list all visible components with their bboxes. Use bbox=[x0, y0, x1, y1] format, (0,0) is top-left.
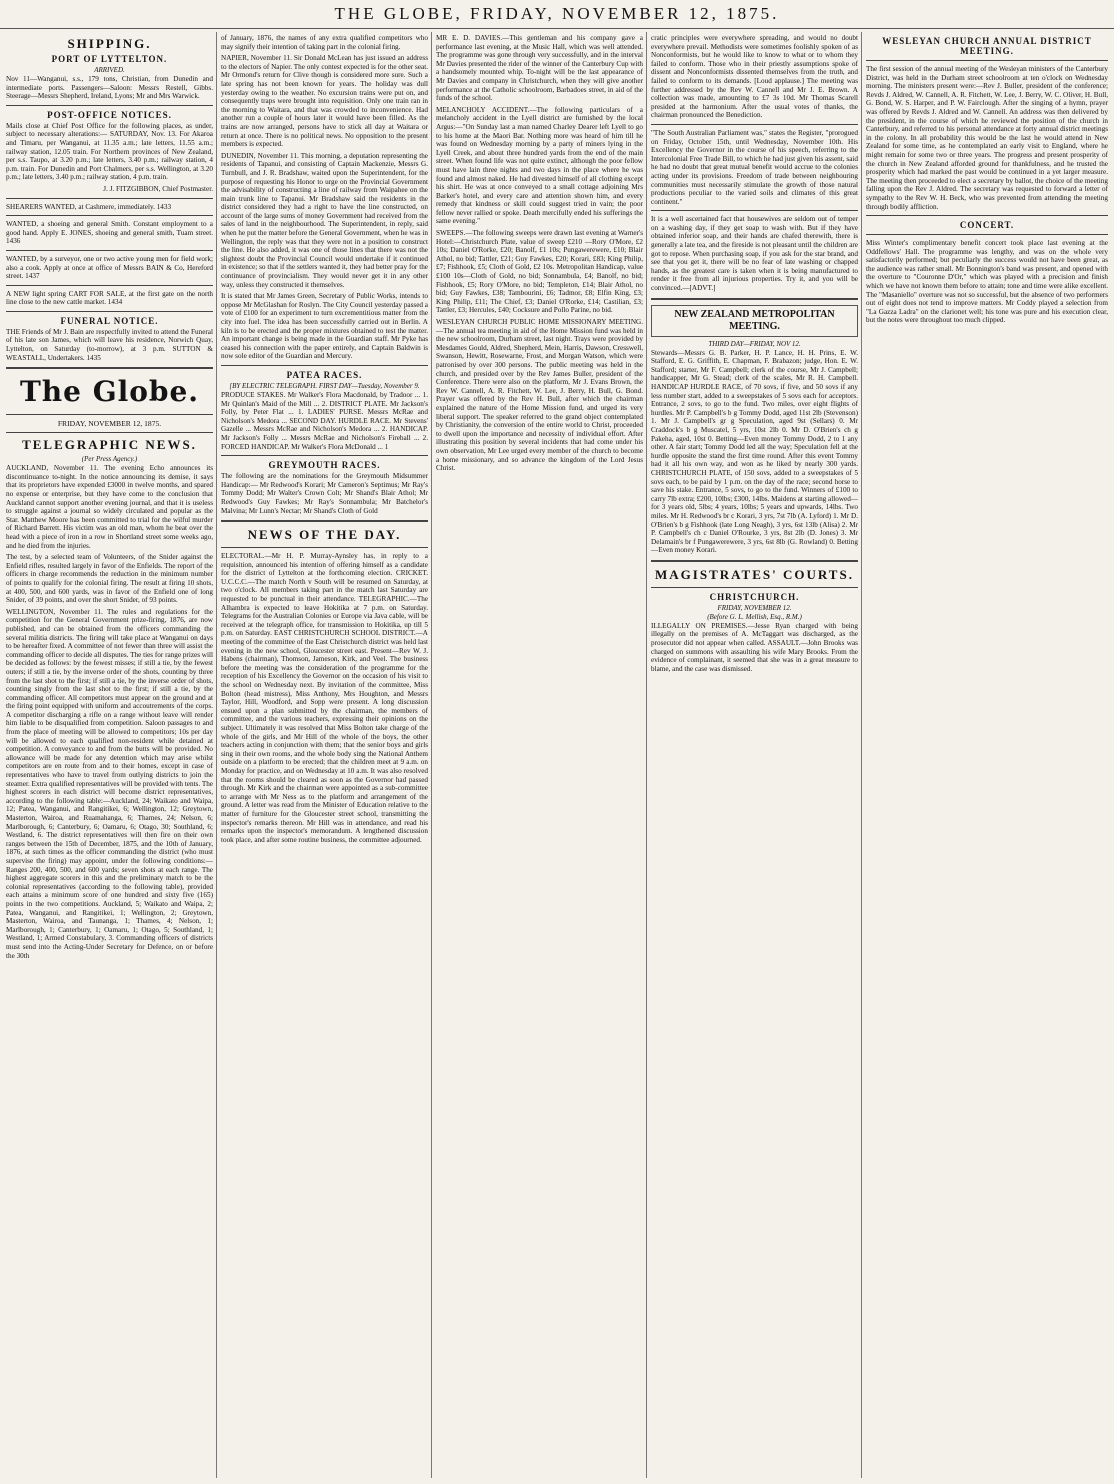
tele-rifle-test: The test, by a selected team of Volunteers, of the Snider against the Enfield rifles, resulted largely in favor of the Enfields. The report of the officers in charge recommends the reduction in the minimum number of points to qualify for the colonial firing. The result at firing 10 shots, at 400, 500, and 600 yards, was in favor of the Enfield one of long Snider, of 39 points, and over the short Snider, of 93 points. bbox=[6, 553, 213, 605]
methodist-text: cratic principles were everywhere spreading, and would no doubt everywhere prevail. Methodists were sometimes foolishly spoken of as Nonconformists, but he would like to know to what or to whom they failed to conform. Those who in their priestly assumptions spoke of dissent and Nonconformists dissented themselves from the truth, and failed to conform to its demands. [Loud applause.] The meeting was further addressed by the Rev W. Cannell and Mr J. E. Brown. A collection was made, amounting to £7 3s 10d. Mr Thomas Scarell presided at the harmonium. After the usual votes of thanks, the chairman pronounced the Benediction. bbox=[651, 34, 858, 120]
christchurch-heading: CHRISTCHURCH. bbox=[709, 591, 800, 602]
concert-heading: CONCERT. bbox=[959, 220, 1015, 231]
patea-results: PRODUCE STAKES. Mr Walker's Flora Macdonald, by Tradoor ... 1. Mr Quinlan's Maid of the Mill ... 2. DISTRICT PLATE. Mr Jackson's Folly, by Peter Flat ... 1. LADIES' PURSE. Messrs McRae and Nicholson's Medora ... SECOND DAY. HURDLE RACE. Mr Stevens' Gazelle ... Messrs McRae and Nicholson's Medora ... 2. HANDICAP. Mr Jackson's Folly ... Messrs McRae and Nicholson's Fireball ... 2. FORCED HANDICAP. Mr Walker's Flora McDonald ... 1 bbox=[221, 390, 428, 451]
tele-dunedin: DUNEDIN, November 11. This morning, a deputation representing the residents of Tapanui, and consisting of Captain Mackenzie, Messrs G. Turnbull, and J. R. Bradshaw, waited upon the Superintendent, for the purpose of requesting his Honor to urge on the Provincial Government the advisability of constructing a line of railway from Waipahee on the main trunk line to Tapanui. Mr Bradshaw said the residents in the district considered they had a right to have the line constructed, on account of the large sums of money Government had received from the sales of land in the neighbourhood. The Superintendent, in reply, said when he put the matter before the General Government, when he was in Wellington, the reply was that they were not in a position to construct the line. He also added, it was one of those lines that there was not the slightest doubt the Provincial Council would undertake if it continued in existence; so that if the settlers wanted it, they had better pray for the continuance of provincialism. They would never get it in any other way, unless they constructed it themselves. bbox=[221, 151, 428, 289]
divider bbox=[6, 311, 213, 312]
date-line: FRIDAY, NOVEMBER 12, 1875. bbox=[57, 419, 162, 429]
arrived-text: Nov 11—Wanganui, s.s., 179 tons, Christian, from Dunedin and intermediate ports. Passengers—Saloon: Messrs Restell, Gibbs. Steerage—Messrs Shepherd, Ireland, Lyons; Mr and Mrs Warwick. bbox=[6, 75, 213, 101]
shipping-heading: SHIPPING. bbox=[67, 36, 152, 51]
patea-heading: PATEA RACES. bbox=[286, 369, 363, 380]
greymouth-nominations: The following are the nominations for the Greymouth Midsummer Handicap:— Mr Redwood's Korari; Mr Cameron's Septimus; Mr Ray's Tommy Dodd; Mr Walter's Crown Colt; Mr Shand's Blair Athol; Mr Redwood's Guy Fawkes; Mr Ray's Sonnambula; Mr Batchelor's Malvina; Mr Lunn's Nectar; Mr Shand's Cloth of Gold bbox=[221, 472, 428, 515]
soap-advert: It is a well ascertained fact that housewives are seldom out of temper on a washing day, if they get soap to wash with. But if they have obtained inferior soap, and their hands are chafed therewith, there is generally a late tea, and the fireside is not pleasant until the children are got to repose. When purchasing soap, if you ask for the star brand, and see that you get it, there will be no fear of late washing or chapped hands, as the greatest care is taken when it is being manufactured to render it free from all injurious properties. Try it, and you will be convinced.—[ADVT.] bbox=[651, 215, 858, 293]
ad-smith: WANTED, a shoeing and general Smith. Constant employment to a good hand. Apply E. JONES, shoeing and general smith, Tuam street. 1436 bbox=[6, 220, 213, 246]
third-day-heading: THIRD DAY—FRIDAY, NOV 12. bbox=[708, 339, 801, 348]
concert-text: Miss Winter's complimentary benefit concert took place last evening at the Oddfellows' Hall. The programme was lengthy, and was on the whole very satisfactorily performed; but peculiarly the success would not have been great, as the audience was rather small. Mr Bonnington's band was present, and opened with the overture to "Couronne D'Or," which was played with a precision and finish which we have not known them before to attain; tone and time were alike excellent. The "Masaniello" overture was not so successful, but the absence of two performers out of eight does not tend to improve matters. Mr Coddy played a selection from "La Gazza Ladra" on the clarionet well; his tone was pure and his execution clear, but the notes were throughout too much clipped. bbox=[866, 239, 1108, 325]
sa-parliament-text: "The South Australian Parliament was," states the Register, "prorogued on Friday, October 15th, until Wednesday, November 10th. His Excellency the Governor in the course of his speech, referring to the Intercolonial Free Trade Bill, to which he had just given his assent, said he had no doubt that great mutual benefit would accrue to the colonies acting under its provisions. Freedom of trade between neighbouring communities must necessarily stimulate the growth of those natural productions peculiar to the varied soils and climates of this great continent." bbox=[651, 128, 858, 206]
telegraphic-heading: TELEGRAPHIC NEWS. bbox=[22, 437, 197, 453]
tele-wellington: WELLINGTON, November 11. The rules and regulations for the competition for the General Government prize-firing, 1876, are now published, and can be obtained from the officers commanding the several militia districts. The firing will take place at Wanganui on days to be hereafter fixed. A committee of not fewer than three will assist the commanding officer to decide all disputes. The ties for range prizes will be decided as follows: by the fewest misses; if still a tie, by the fewest outers; if still a tie, by the inverse order of the shots, counting by three from the last shot to the first; if still a tie, by the inverse order of shots, counting singly from the last shot to the first; if still a tie, by the commanding officer. All competitors must appear on the ground and at the firing point equipped with uniform and accoutrements of the corps. A competitor discharging a rifle on a range without leave will render him liable to be disqualified from competition. Saloon passages to and from the place of meeting will be allowed to competitors; 10s per day will be allowed to each qualified non-resident while detained at competition. A conveyance to and from the butts will be provided. No allowance will be made for any detention which may arise whilst competitors are en route from and to their homes, except in case of representatives who have to travel from outlying districts to join the steamer. Extra qualified representatives will be provided with tents. The highest scorers in each district will become district representatives, according to the following table:—Auckland, 24; Waikato and Waipa, 12; Patea, Wanganui, and Rangitikei, 6; Wellington, 12; Greytown, Masterton, Wairoa, and Ruamahanga, 6; Thames, 24; Nelson, 6; Marlborough, 6; Canterbury, 6; Oamaru, 6; Otago, 30; Southland, 6; Westland, 6. The district representatives will then fire on their own ranges between the 15th of December, 1875, and the 10th of January, 1876, at such times as the officer commanding the district (who must supervise the firing) may appoint, under the following conditions:—Ranges 200, 400, 500, and 600 yards; seven shots at each range. The highest aggregate scorers in this and the preliminary match to be the colonial representatives (according to the following table), provided each attains a minimum score of one hundred and sixty five (165) points in the two competitions. Auckland, 5; Waikato and Waipa, 2; Patea, Wanganui, and Rangitikei, 1; Wellington, 2; Greytown, Masterton, Wairoa, and Taunanga, 1; Thames, 4; Nelson, 1; Marlborough, 1; Canterbury, 1; Oamaru, 1; Otago, 5; Southland, 1; Westland, 1; Armed Constabulary, 3. Commanding officers of districts must send into the Acting-Under Secretary for Defence, on or before the 30th bbox=[6, 607, 213, 960]
column-rule bbox=[431, 32, 432, 1478]
port-heading: PORT OF LYTTELTON. bbox=[51, 54, 168, 64]
ad-shearers: SHEARERS WANTED, at Cashmere, immediately. 1433 bbox=[6, 202, 172, 211]
divider bbox=[6, 432, 213, 433]
press-agency-note: (Per Press Agency.) bbox=[81, 455, 138, 464]
wesleyan-annual-text: The first session of the annual meeting of the Wesleyan ministers of the Canterbury District, was held in the Durham street schoolroom at ten o'clock on Wednesday morning. The ministers present were:—Rev J. Buller, president of the conference; Revds J. Aldred, W. Cannell, A. R. Fitchett, W. Lee, J. Berry, W. C. Oliver, H. Bull, G. Bond, W. S. Harper, and P. W. Fairclough. After the singing of a hymn, prayer was offered by Revds J. Aldred and W. Cannell. An address was then delivered by the president, in the course of which he reviewed the position of the church in Canterbury, and referred to his personal attendance at forty annual district meetings in the colony. In all probability this would be the last he would attend in New Zealand for some time, as he contemplated an early visit to England, where he might remain for some two or three years. The progress and present prosperity of the church in New Zealand afforded ground for thankfulness, and he trusted the prosperity which had marked the past would be continued in a yet larger measure. The meeting then proceeded to elect a secretary by ballot, the choice of the meeting falling upon the Rev J. Aldred. The secretary was requested to forward a letter of sympathy to the Rev W. H. Beck, who was prevented from attending the meeting through bodily affliction. bbox=[866, 65, 1108, 211]
court-magistrate: (Before G. L. Mellish, Esq., R.M.) bbox=[707, 612, 802, 621]
divider bbox=[221, 365, 428, 366]
globe-nameplate: The Globe. bbox=[19, 375, 200, 409]
wesleyan-home-mission-text: WESLEYAN CHURCH PUBLIC HOME MISSIONARY MEETING.—The annual tea meeting in aid of the Home Mission fund was held in the new schoolroom, Durham street, last night. Trays were provided by Mesdames Gould, Aldred, Shepherd, Mein, Harris, Dawson, Cresswell, Swanson, Hewitt, Rosewarne, Frost, and Morgan Watson, which were patronised by over 300 persons. The public meeting was held in the church, and presided over by the Rev James Buller, president of the Conference. There were also on the platform, Mr J. Evans Brown, the Rev W. Cannell, A. R. Fitchett, W. Lee, J. Berry, H. Bull, G. Bond. Prayer was offered by the Rev H. Bull, after which the chairman explained the nature of the Home Mission fund, and urged its very liberal support. The speaker referred to the grand object contemplated by Christianity, the conversion of the entire world to Christ, proceeded to dwell upon the importance and necessity of individual effort. After illustrating this position by several incidents that had come under his own observation, Mr Lee urged every member of the church to become a home missionary, and so advance the kingdom of the Lord Jesus Christ. bbox=[436, 318, 643, 473]
ad-cart: A NEW light spring CART FOR SALE, at the first gate on the north line close to the new cattle market. 1434 bbox=[6, 289, 213, 307]
column-3 bbox=[436, 34, 643, 1474]
court-date: FRIDAY, NOVEMBER 12. bbox=[717, 603, 792, 612]
tele-auckland: AUCKLAND, November 11. The evening Echo announces its discontinuance to-night. In the notice announcing its demise, it says that its proprietors have expended £3000 in twelve months, and spared no expense or enterprise, but they have come to the conclusion that Auckland cannot support another evening journal, and that it is useless to struggle against a journal so widely circulated and popular as the Star. Matthew Moore has been committed to trial for the wilful murder of Richard Barrett. His victim was an old man, whom he beat over the head with a piece of iron in a row in Shortland street some weeks ago, and he died from the injuries. bbox=[6, 464, 213, 550]
divider bbox=[866, 215, 1108, 216]
masthead: THE GLOBE, FRIDAY, NOVEMBER 12, 1875. bbox=[0, 0, 1114, 29]
divider bbox=[651, 298, 858, 300]
ad-surveyor: WANTED, by a surveyor, one or two active young men for field work; also a cook. Apply at once at office of Messrs BAIN & Co, Hereford street. 1437 bbox=[6, 254, 213, 281]
column-rule bbox=[216, 32, 217, 1478]
tele-greene: It is stated that Mr James Green, Secretary of Public Works, intends to oppose Mr McGlashan for Roslyn. The City Council yesterday passed a vote of £100 for an experiment to turn excrementitious matter from the city into fuel. The idea has been successfully carried out in Berlin. A kiln is to be erected and the proper mixtures obtained to test the matter. An important change is being made in the Guardian staff. Mr Pyke has ceased his connection with the paper entirely, and Captain Baldwin is now sole editor of the Guardian and Mercury. bbox=[221, 292, 428, 361]
column-5 bbox=[866, 34, 1108, 1474]
news-of-day-text: ELECTORAL.—Mr H. P. Murray-Aynsley has, in reply to a requisition, announced his intention of offering himself as a candidate for the district of Lyttelton at the forthcoming election. CRICKET. U.C.C.C.—The match North v South will be resumed on Saturday, at two o'clock. All members taking part in the match last Saturday are requested to be punctual in their attendance. TELEGRAPHIC.—The Alhambra is expected to leave Hokitika at 7 p.m. on Saturday. Telegrams for the Australian Colonies or Europe via Java cable, will be received at the telegraph office, for transmission to Hokitika, up till 5 p.m. on Saturday. EAST CHRISTCHURCH SCHOOL DISTRICT.—A meeting of the committee of the East Christchurch district was held last evening in the new school, Gloucester street east. Present—Rev W. J. Habens (chairman), Thomson, Jameson, Kirk, and Veel. The business before the meeting was the consideration of the programme for the reception of his Excellency the Governor on the occasion of his visit to the school on Wednesday next. By invitation of the committee, Miss Bolton (head mistress), Miss Anthony, Mrs Houghton, and Messrs Taylor, Hill, Woodford, and Sopp were present. A long discussion ensued upon a plan submitted by the chairman, the members of committee, and the various teachers, expressing their opinions on the subject. Ultimately it was resolved that Miss Bolton take charge of the whole of the girls, and Mr Hill of the whole of the boys, the other teachers acting in conjunction with them; that the senior boys and girls sing in their own rooms, and the whole body sing the National Anthem outside on a platform to be erected; that the children meet at 9 a.m. on Monday for practice, and on Wednesday at 10 a.m. It was also resolved that the rooms should be cleared as soon as the Governor had passed through. Mr Kirk and the chairman were appointed as a sub-committee to arrange with Mr Ness as to the platform and arrangement of the ground. A letter was read from the Minister of Education relative to the matter of furniture for the Gloucester street school, transmitting the inspector's remarks thereon. Mr Hill was in attendance, and read his remarks upon the inspector's memorandum. A lengthened discussion took place, and after some routine business, the committee adjourned. bbox=[221, 552, 428, 844]
nz-metropolitan-heading: NEW ZEALAND METROPOLITAN MEETING. bbox=[651, 305, 858, 337]
divider bbox=[6, 105, 213, 106]
column-rule bbox=[861, 32, 862, 1478]
tele-continued: of January, 1876, the names of any extra qualified competitors who may signify their intention of taking part in the colonial firing. bbox=[221, 34, 428, 51]
mails-text: Mails close at Chief Post Office for the following places, as under, subject to necessary alterations:— SATURDAY, Nov. 13. For Akaroa and Timaru, per Wanganui, at 11.35 a.m.; late letters, 11.55 a.m.; railway station, 12.05 train. For Northern provinces of New Zealand, per s.s. Taupo, at 3.20 p.m.; late letters, 3.40 p.m.; railway station, 4 p.m. train. For Dunedin and Port Chalmers, per s.s. Wellington, at 3.20 p.m.; late letters, 3.40 p.m.; railway station, 4 p.m. train. bbox=[6, 121, 213, 182]
funeral-text: THE Friends of Mr J. Bain are respectfully invited to attend the Funeral of his late son James, which will leave his residence, Norwich Quay, Lyttelton, on Saturday (to-morrow), at 3 p.m. SUTTON & WEASTALL, Undertakers. 1435 bbox=[6, 327, 213, 362]
divider bbox=[651, 124, 858, 125]
divider bbox=[6, 250, 213, 251]
divider bbox=[651, 210, 858, 211]
davies-text: MR E. D. DAVIES.—This gentleman and his company gave a performance last evening, at the Music Hall, which was well attended. The programme was gone through very successfully, and in the interval Mr Davies presented the rider of the winner of the Canterbury Cup with a handsomely mounted whip. To-night will be the last appearance of Mr Davies and company in Christchurch, when they will give another performance at the Catholic schoolroom, Barbadoes street, in aid of the funds of the school. bbox=[436, 34, 643, 103]
divider bbox=[6, 367, 213, 369]
divider bbox=[866, 234, 1108, 235]
divider bbox=[221, 547, 428, 548]
funeral-heading: FUNERAL NOTICE. bbox=[60, 315, 159, 326]
divider bbox=[6, 198, 213, 199]
court-text: ILLEGALLY ON PREMISES.—Jesse Ryan charged with being illegally on the premises of A. McTaggart was discharged, as the prosecutor did not appear when called. ASSAULT.—John Brooks was charged on summons with assaulting his wife Mary Brooks. From the evidence of complainant, it seemed that she was in a great measure to blame, and the case was dismissed. bbox=[651, 621, 858, 673]
divider bbox=[221, 520, 428, 522]
metropolitan-results: Stewards—Messrs G. B. Parker, H. P. Lance, H. H. Prins, E. W. Stafford, E. G. Griffith, E. Chapman, F. Brabazon; judge, Hon. E. W. Stafford; starter, Mr F. Campbell; clerk of the course, Mr J. Campbell; handicapper, Mr G. Stead; clerk of the scales, Mr R. H. Campbell. HANDICAP HURDLE RACE, of 70 sovs, if five, and 50 sovs if any less number start, added to a sweepstakes of 5 sovs each for acceptors. Entrance, 2 sovs, to go to the fund. Two miles, over eight flights of hurdles. Mr P. Campbell's b g Tommy Dodd, aged 11st 2lb (Stevenson) 1. Mr J. Campbell's gr g Speculation, aged 9st (Sellars) 0. Mr Craddock's b g Muscatel, 5 yrs, 10st 2lb 0. Mr D. O'Brien's ch g Pakeha, aged, 10st 0. Betting—Even money Tommy Dodd, 2 to 1 any other. A fair start; Tommy Dodd led all the way; Speculation fell at the hurdle opposite the stand the first time round. After this event Tommy had it all his own way, and won as he liked by nearly 300 yards. CHRISTCHURCH PLATE, of 150 sovs, added to a sweepstakes of 5 sovs each, to be paid by 1 p.m. on the day of the race; second horse to save his stake. Entrance, 5 sovs, to go to the fund. Winners of £100 to carry 7lb extra; £200, 10lbs; £300, 14lbs. Maidens at starting allowed—for 3 years old, 5lbs; 4 years, 10lbs; 5 years and upwards, 14lbs. Two miles. Mr H. Redwood's br c Korari, 3 yrs, 7st 7lb (A. Lyford) 1. Mr D. O'Brien's b g Fishhook (late Long Neagh), 3 yrs, 6st 13lb (Alisa) 2. Mr P. Campbell's ch c Daniel O'Rourke, 3 yrs, 8st 2lb (D. Jones) 3. Mr Delamain's br f Pungawerewere, 3 yrs, 6st 8lb (G. Rowland) 0. Betting—Even money Korari. bbox=[651, 348, 858, 555]
postmaster-signature: J. J. FITZGIBBON, Chief Postmaster. bbox=[103, 184, 213, 193]
divider bbox=[651, 587, 858, 588]
divider bbox=[221, 455, 428, 456]
accident-text: MELANCHOLY ACCIDENT.—The following particulars of a melancholy accident in the Lyell district are furnished by the local Argus:—"On Sunday last a man named Charley Dearer left Lyell to go to his home at the Maori Bar. Nothing more was heard of him till he was found on Wednesday morning by a party of miners lying in the Lyell Creek, and about three hundred yards from the end of the main street. When found life was not quite extinct, although the poor fellow must have lain three nights and two days in the place where he was found and almost naked. He had divested himself of all clothing except his shirt. He was at once conveyed to a small cottage adjoining Mrs Barker's hotel, and every care and attention shown him, and every remedy that kindness or skill could suggest tried in vain; the poor fellow never rallied or spoke. Death mercifully ended his sufferings the same evening." bbox=[436, 105, 643, 226]
divider bbox=[866, 60, 1108, 61]
column-4 bbox=[651, 34, 858, 1474]
column-1 bbox=[6, 34, 213, 1474]
post-office-heading: POST-OFFICE NOTICES. bbox=[47, 109, 172, 120]
news-of-day-heading: NEWS OF THE DAY. bbox=[247, 527, 402, 543]
column-2 bbox=[221, 34, 428, 1474]
divider bbox=[6, 414, 213, 415]
magistrates-heading: MAGISTRATES' COURTS. bbox=[655, 566, 854, 582]
wesleyan-annual-heading: WESLEYAN CHURCH ANNUAL DISTRICT MEETING. bbox=[882, 36, 1092, 56]
tele-napier: NAPIER, November 11. Sir Donald McLean has just issued an address to the electors of Napier. The only contest expected is for the other seat. Mr Ormond's return for Clive though is considered more sure. Such a late spring has not been known for years. The holiday was dull yesterday owing to the weather. No excursion trains were put on, and consequently traps were brought into requisition. Only one train ran in the morning to Waitara, and that was crowded to inconvenience. Had another run a couple of hours later it would have been filled. As the trains are now arranged, persons have to stick all day at Waitara or return at once. There is no political news. No opposition to the present members is expected. bbox=[221, 54, 428, 149]
divider bbox=[651, 560, 858, 562]
patea-subheading: [BY ELECTRIC TELEGRAPH. FIRST DAY—Tuesday, November 9. bbox=[229, 381, 420, 390]
greymouth-heading: GREYMOUTH RACES. bbox=[268, 460, 381, 471]
arrived-heading: ARRIVED. bbox=[94, 66, 125, 74]
column-rule bbox=[646, 32, 647, 1478]
divider bbox=[6, 215, 213, 216]
divider bbox=[6, 285, 213, 286]
sweeps-text: SWEEPS.—The following sweeps were drawn last evening at Warner's Hotel:—Christchurch Plate, value of sweep £210 —Rory O'More, £2 10s; Daniel O'Rorke, £20; Banolf, £1 10s; Pungawerewere, £10; Blair Athol, no bid; Tattler, £21; Guy Fawkes, £20; Korari, £83; King Philip, £7; Fishhook, £5; Cloth of Gold, £2 10s. Metropolitan Handicap, value £100 10s—Cloth of Gold, no bid; Sonnambula, £4; Banolf, no bid; Fishhook, £5; Rory O'More, no bid; Templeton, £14; Blair Athol, no bid; Guy Fawkes, £38; Tambourini, £6; Tadmor, £8; Elfin King, £3; King Philip, £11; The Chief, £3; Daniel O'Rorke, £14; Castilian, £3; Tattler, £3; Hercules, £40; Cocksure and Pollo Parine, no bid. bbox=[436, 229, 643, 315]
